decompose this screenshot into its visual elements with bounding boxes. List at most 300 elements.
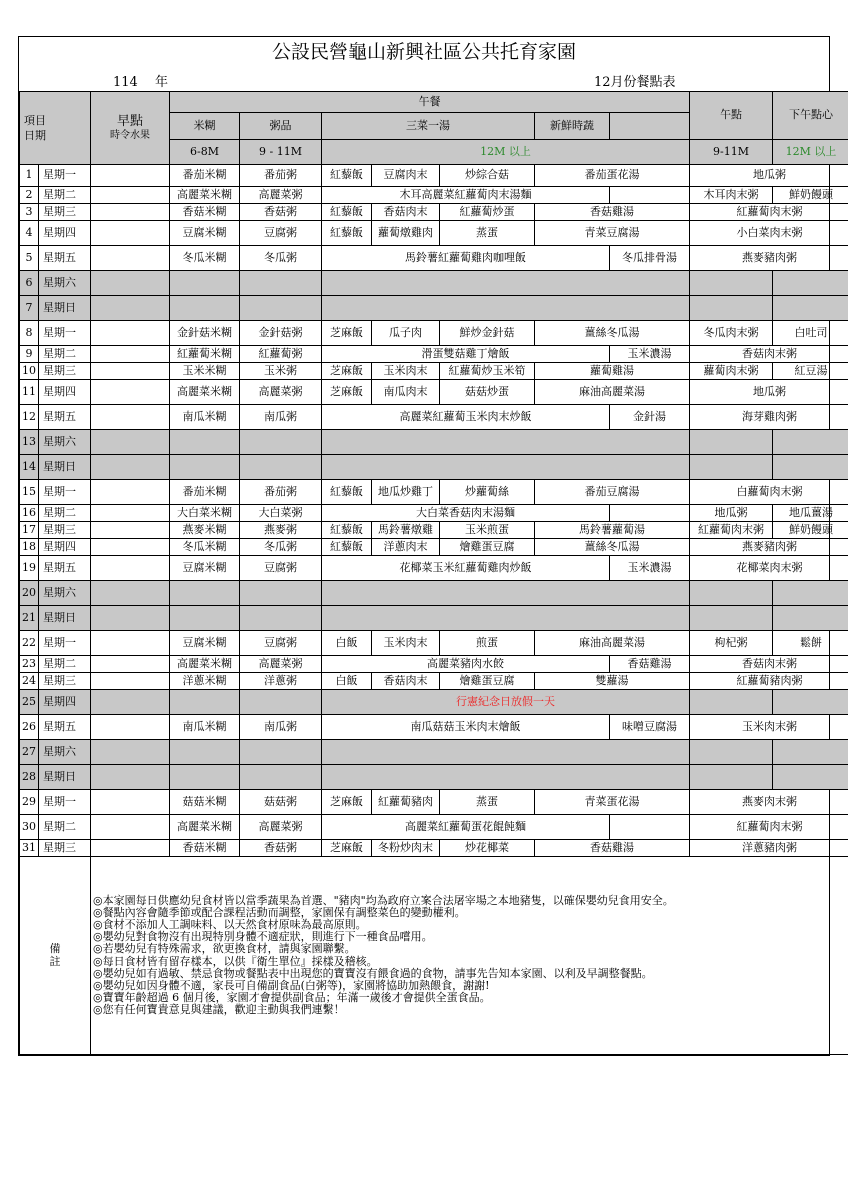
congee-cell: 番茄粥 xyxy=(240,480,322,505)
rice-paste-cell: 高麗菜米糊 xyxy=(170,380,240,405)
soup-cell: 香菇雞湯 xyxy=(535,840,690,857)
congee-cell: 南瓜粥 xyxy=(240,715,322,740)
afternoon-cell: 紅豆湯 xyxy=(773,363,848,380)
lunch-cell xyxy=(322,765,690,790)
note-item: ◎每日食材皆有留存樣本，以供『衛生單位』採樣及稽核。 xyxy=(93,954,378,968)
afternoon-cell xyxy=(773,296,848,321)
note-item: ◎本家園每日供應幼兒食材皆以當季蔬果為首選、"豬肉"均為政府立案合法屠宰場之本地豬隻，以確保嬰幼兒食用安全。 xyxy=(93,894,674,908)
page-title: 公設民營龜山新興社區公共托育家園 xyxy=(271,41,576,63)
snack-afternoon-cell: 燕麥肉末粥 xyxy=(690,790,848,815)
side-dish: 紅蘿蔔炒玉米筍 xyxy=(440,363,535,380)
afternoon-cell: 地瓜薑湯 xyxy=(773,505,848,522)
breakfast-cell xyxy=(91,631,170,656)
three-dish-header: 三菜一湯 xyxy=(322,113,535,140)
congee-cell: 冬瓜粥 xyxy=(240,246,322,271)
weekday: 星期三 xyxy=(39,363,91,380)
snack-cell xyxy=(690,690,773,715)
day-row xyxy=(20,815,848,840)
lunch-cell xyxy=(322,606,690,631)
fresh-veg-header: 新鮮時蔬 xyxy=(535,113,610,140)
main-rice: 紅藜飯 xyxy=(322,165,372,187)
day-number: 30 xyxy=(20,815,39,840)
main-dish: 冬粉炒肉末 xyxy=(372,840,440,857)
day-number: 22 xyxy=(20,631,39,656)
day-number: 19 xyxy=(20,556,39,581)
soup-cell: 麻油高麗菜湯 xyxy=(535,380,690,405)
main-rice: 芝麻飯 xyxy=(322,380,372,405)
menu-table xyxy=(19,91,848,1055)
day-row xyxy=(20,321,848,346)
side-dish: 煎蛋 xyxy=(440,631,535,656)
side-dish: 燴雞蛋豆腐 xyxy=(440,539,535,556)
soup-cell xyxy=(610,815,690,840)
year-label: 114 年 xyxy=(113,75,168,90)
day-number: 27 xyxy=(20,740,39,765)
breakfast-cell xyxy=(91,690,170,715)
rice-paste-cell: 南瓜米糊 xyxy=(170,715,240,740)
weekday: 星期日 xyxy=(39,455,91,480)
weekday: 星期一 xyxy=(39,321,91,346)
congee-cell xyxy=(240,740,322,765)
snack-cell xyxy=(690,296,773,321)
day-row xyxy=(20,656,848,673)
soup-cell: 蘿蔔雞湯 xyxy=(535,363,690,380)
lunch-cell xyxy=(322,740,690,765)
afternoon-cell xyxy=(773,455,848,480)
day-row xyxy=(20,522,848,539)
snack-afternoon-cell: 地瓜粥 xyxy=(690,165,848,187)
day-row xyxy=(20,690,848,715)
holiday-note: 行憲紀念日放假一天 xyxy=(322,690,690,715)
rice-paste-cell: 番茄米糊 xyxy=(170,480,240,505)
lunch-combined: 高麗菜豬肉水餃 xyxy=(322,656,610,673)
day-number: 1 xyxy=(20,165,39,187)
day-row xyxy=(20,765,848,790)
day-row xyxy=(20,296,848,321)
weekday: 星期日 xyxy=(39,606,91,631)
day-row xyxy=(20,165,848,187)
day-row xyxy=(20,221,848,246)
main-dish: 香菇肉末 xyxy=(372,204,440,221)
main-dish: 馬鈴薯燉雞 xyxy=(372,522,440,539)
congee-cell: 大白菜粥 xyxy=(240,505,322,522)
rice-paste-cell xyxy=(170,455,240,480)
congee-cell: 洋蔥粥 xyxy=(240,673,322,690)
side-dish: 炒花椰菜 xyxy=(440,840,535,857)
breakfast-cell xyxy=(91,673,170,690)
weekday: 星期六 xyxy=(39,740,91,765)
snack-afternoon-cell: 香菇肉末粥 xyxy=(690,656,848,673)
snack-afternoon-cell: 小白菜肉末粥 xyxy=(690,221,848,246)
note-item: ◎若嬰幼兒有特殊需求，欲更換食材，請與家園聯繫。 xyxy=(93,942,356,956)
soup-cell xyxy=(610,187,690,204)
rice-paste-cell: 高麗菜米糊 xyxy=(170,187,240,204)
day-number: 23 xyxy=(20,656,39,673)
rice-paste-cell: 豆腐米糊 xyxy=(170,631,240,656)
lunch-combined: 南瓜菇菇玉米肉末燴飯 xyxy=(322,715,610,740)
lunch-combined: 高麗菜紅蘿蔔蛋花餛飩麵 xyxy=(322,815,610,840)
soup-cell: 香菇雞湯 xyxy=(535,204,690,221)
day-number: 15 xyxy=(20,480,39,505)
afternoon-cell: 鮮奶饅頭 xyxy=(773,522,848,539)
main-dish: 豆腐肉末 xyxy=(372,165,440,187)
snack-afternoon-cell: 香菇肉末粥 xyxy=(690,346,848,363)
breakfast-cell xyxy=(91,204,170,221)
empty-header xyxy=(610,113,690,140)
item-date-header: 項目 日期 xyxy=(20,92,91,165)
notes-body xyxy=(91,857,848,1055)
main-dish: 瓜子肉 xyxy=(372,321,440,346)
main-rice: 白飯 xyxy=(322,631,372,656)
main-dish: 南瓜肉末 xyxy=(372,380,440,405)
snack-cell xyxy=(690,581,773,606)
afternoon-cell: 鬆餅 xyxy=(773,631,848,656)
congee-cell xyxy=(240,296,322,321)
main-rice: 紅藜飯 xyxy=(322,539,372,556)
breakfast-cell xyxy=(91,380,170,405)
main-rice: 紅藜飯 xyxy=(322,480,372,505)
weekday: 星期六 xyxy=(39,271,91,296)
weekday: 星期五 xyxy=(39,715,91,740)
day-row xyxy=(20,673,848,690)
congee-cell: 豆腐粥 xyxy=(240,631,322,656)
afternoon-cell xyxy=(773,581,848,606)
breakfast-cell xyxy=(91,840,170,857)
weekday: 星期四 xyxy=(39,690,91,715)
main-rice: 芝麻飯 xyxy=(322,363,372,380)
lunch-combined: 花椰菜玉米紅蘿蔔雞肉炒飯 xyxy=(322,556,610,581)
side-dish: 玉米煎蛋 xyxy=(440,522,535,539)
breakfast-cell xyxy=(91,221,170,246)
breakfast-cell xyxy=(91,522,170,539)
main-dish: 地瓜炒雞丁 xyxy=(372,480,440,505)
rice-paste-cell: 紅蘿蔔米糊 xyxy=(170,346,240,363)
breakfast-cell xyxy=(91,480,170,505)
weekday: 星期二 xyxy=(39,656,91,673)
menu-sheet xyxy=(18,36,837,1056)
rice-paste-cell: 冬瓜米糊 xyxy=(170,246,240,271)
snack-afternoon-cell: 白蘿蔔肉末粥 xyxy=(690,480,848,505)
day-number: 5 xyxy=(20,246,39,271)
congee-cell xyxy=(240,455,322,480)
lunch-combined: 木耳高麗菜紅蘿蔔肉末湯麵 xyxy=(322,187,610,204)
breakfast-cell xyxy=(91,656,170,673)
soup-cell xyxy=(610,505,690,522)
rice-paste-cell xyxy=(170,296,240,321)
snack-cell xyxy=(690,765,773,790)
rice-paste-cell xyxy=(170,271,240,296)
afternoon-cell xyxy=(773,740,848,765)
rice-paste-cell: 香菇米糊 xyxy=(170,204,240,221)
notes-label: 備 註 xyxy=(20,857,91,1055)
main-rice: 紅藜飯 xyxy=(322,221,372,246)
note-item: ◎餐點內容會隨季節或配合課程活動而調整，家園保有調整菜色的變動權利。 xyxy=(93,906,466,920)
breakfast-cell xyxy=(91,740,170,765)
snack-cell: 冬瓜肉末粥 xyxy=(690,321,773,346)
main-dish: 香菇肉末 xyxy=(372,673,440,690)
weekday: 星期四 xyxy=(39,380,91,405)
note-item: ◎您有任何寶貴意見與建議，歡迎主動與我們連繫！ xyxy=(93,1002,345,1016)
lunch-cell xyxy=(322,430,690,455)
afternoon-cell xyxy=(773,271,848,296)
weekday: 星期三 xyxy=(39,204,91,221)
soup-cell: 玉米濃湯 xyxy=(610,346,690,363)
weekday: 星期一 xyxy=(39,480,91,505)
congee-cell xyxy=(240,271,322,296)
congee-header: 粥品 xyxy=(240,113,322,140)
congee-cell: 番茄粥 xyxy=(240,165,322,187)
snack-afternoon-cell: 海芽雞肉粥 xyxy=(690,405,848,430)
main-dish: 洋蔥肉末 xyxy=(372,539,440,556)
weekday: 星期六 xyxy=(39,581,91,606)
main-rice: 芝麻飯 xyxy=(322,790,372,815)
congee-cell: 豆腐粥 xyxy=(240,556,322,581)
rice-paste-cell xyxy=(170,606,240,631)
day-row xyxy=(20,204,848,221)
rice-paste-cell: 豆腐米糊 xyxy=(170,556,240,581)
soup-cell: 玉米濃湯 xyxy=(610,556,690,581)
day-number: 9 xyxy=(20,346,39,363)
rice-paste-cell: 金針菇米糊 xyxy=(170,321,240,346)
afternoon-cell xyxy=(773,765,848,790)
snack-cell: 木耳肉末粥 xyxy=(690,187,773,204)
day-number: 14 xyxy=(20,455,39,480)
congee-cell xyxy=(240,690,322,715)
day-row xyxy=(20,363,848,380)
day-number: 31 xyxy=(20,840,39,857)
day-row xyxy=(20,380,848,405)
congee-cell: 南瓜粥 xyxy=(240,405,322,430)
note-item: ◎嬰幼兒如因身體不適，家長可自備副食品(白粥等)，家園將協助加熱餵食，謝謝! xyxy=(93,978,490,992)
congee-cell: 金針菇粥 xyxy=(240,321,322,346)
soup-cell: 麻油高麗菜湯 xyxy=(535,631,690,656)
soup-cell: 青菜蛋花湯 xyxy=(535,790,690,815)
rice-paste-cell: 玉米米糊 xyxy=(170,363,240,380)
main-rice: 紅藜飯 xyxy=(322,522,372,539)
rice-paste-cell xyxy=(170,430,240,455)
age-6-8-header: 6-8M xyxy=(170,140,240,165)
day-number: 18 xyxy=(20,539,39,556)
day-row xyxy=(20,539,848,556)
day-number: 17 xyxy=(20,522,39,539)
day-number: 29 xyxy=(20,790,39,815)
day-number: 12 xyxy=(20,405,39,430)
snack-cell xyxy=(690,430,773,455)
day-row xyxy=(20,480,848,505)
day-number: 10 xyxy=(20,363,39,380)
lunch-cell xyxy=(322,455,690,480)
side-dish: 鮮炒金針菇 xyxy=(440,321,535,346)
lunch-header: 午餐 xyxy=(170,92,690,113)
snack-cell xyxy=(690,606,773,631)
snack-afternoon-cell: 洋蔥豬肉粥 xyxy=(690,840,848,857)
soup-cell: 番茄蛋花湯 xyxy=(535,165,690,187)
day-row xyxy=(20,631,848,656)
breakfast-header: 早點 時令水果 xyxy=(91,92,170,165)
congee-cell xyxy=(240,581,322,606)
congee-cell: 高麗菜粥 xyxy=(240,815,322,840)
day-row xyxy=(20,187,848,204)
congee-cell: 高麗菜粥 xyxy=(240,380,322,405)
weekday: 星期三 xyxy=(39,673,91,690)
congee-cell: 紅蘿蔔粥 xyxy=(240,346,322,363)
lunch-cell xyxy=(322,581,690,606)
breakfast-cell xyxy=(91,715,170,740)
breakfast-cell xyxy=(91,430,170,455)
soup-cell: 冬瓜排骨湯 xyxy=(610,246,690,271)
weekday: 星期六 xyxy=(39,430,91,455)
day-row xyxy=(20,556,848,581)
day-row xyxy=(20,715,848,740)
breakfast-cell xyxy=(91,790,170,815)
snack-afternoon-cell: 紅蘿蔔肉末粥 xyxy=(690,815,848,840)
rice-paste-cell: 冬瓜米糊 xyxy=(170,539,240,556)
rice-paste-cell xyxy=(170,581,240,606)
snack-cell xyxy=(690,271,773,296)
day-row xyxy=(20,581,848,606)
afternoon-cell xyxy=(773,690,848,715)
afternoon-cell xyxy=(773,606,848,631)
day-number: 24 xyxy=(20,673,39,690)
rice-paste-header: 米糊 xyxy=(170,113,240,140)
day-number: 4 xyxy=(20,221,39,246)
lunch-combined: 大白菜香菇肉末湯麵 xyxy=(322,505,610,522)
breakfast-cell xyxy=(91,321,170,346)
breakfast-cell xyxy=(91,165,170,187)
weekday: 星期四 xyxy=(39,539,91,556)
soup-cell: 香菇雞湯 xyxy=(610,656,690,673)
weekday: 星期一 xyxy=(39,790,91,815)
main-rice: 芝麻飯 xyxy=(322,840,372,857)
day-row xyxy=(20,840,848,857)
lunch-combined: 滑蛋雙菇雞丁燴飯 xyxy=(322,346,610,363)
afternoon-cell xyxy=(773,430,848,455)
soup-cell: 薑絲冬瓜湯 xyxy=(535,321,690,346)
breakfast-cell xyxy=(91,815,170,840)
weekday: 星期五 xyxy=(39,246,91,271)
rice-paste-cell: 香菇米糊 xyxy=(170,840,240,857)
snack-cell: 蘿蔔肉末粥 xyxy=(690,363,773,380)
day-number: 6 xyxy=(20,271,39,296)
main-rice: 芝麻飯 xyxy=(322,321,372,346)
breakfast-cell xyxy=(91,539,170,556)
afternoon-cell: 白吐司 xyxy=(773,321,848,346)
day-number: 20 xyxy=(20,581,39,606)
day-number: 26 xyxy=(20,715,39,740)
snack-afternoon-cell: 燕麥豬肉粥 xyxy=(690,539,848,556)
rice-paste-cell xyxy=(170,765,240,790)
lunch-combined: 馬鈴薯紅蘿蔔雞肉咖哩飯 xyxy=(322,246,610,271)
weekday: 星期三 xyxy=(39,522,91,539)
snack-afternoon-cell: 地瓜粥 xyxy=(690,380,848,405)
congee-cell: 高麗菜粥 xyxy=(240,656,322,673)
soup-cell: 番茄豆腐湯 xyxy=(535,480,690,505)
rice-paste-cell: 高麗菜米糊 xyxy=(170,656,240,673)
breakfast-cell xyxy=(91,187,170,204)
rice-paste-cell: 南瓜米糊 xyxy=(170,405,240,430)
side-dish: 炒綜合菇 xyxy=(440,165,535,187)
snack-cell: 地瓜粥 xyxy=(690,505,773,522)
side-dish: 蒸蛋 xyxy=(440,221,535,246)
congee-cell xyxy=(240,430,322,455)
soup-cell: 薑絲冬瓜湯 xyxy=(535,539,690,556)
side-dish: 菇菇炒蛋 xyxy=(440,380,535,405)
rice-paste-cell xyxy=(170,740,240,765)
month-label: 12月份餐點表 xyxy=(594,75,676,90)
soup-cell: 味噌豆腐湯 xyxy=(610,715,690,740)
rice-paste-cell: 洋蔥米糊 xyxy=(170,673,240,690)
snack-cell: 枸杞粥 xyxy=(690,631,773,656)
congee-cell: 冬瓜粥 xyxy=(240,539,322,556)
day-row xyxy=(20,405,848,430)
day-number: 13 xyxy=(20,430,39,455)
age-snack-header: 9-11M xyxy=(690,140,773,165)
breakfast-cell xyxy=(91,246,170,271)
weekday: 星期二 xyxy=(39,346,91,363)
weekday: 星期二 xyxy=(39,187,91,204)
lunch-combined: 高麗菜紅蘿蔔玉米肉末炒飯 xyxy=(322,405,610,430)
weekday: 星期日 xyxy=(39,296,91,321)
note-item: ◎食材不添加人工調味料、以天然食材原味為最高原則。 xyxy=(93,918,367,932)
day-number: 8 xyxy=(20,321,39,346)
snack-cell: 紅蘿蔔肉末粥 xyxy=(690,522,773,539)
breakfast-cell xyxy=(91,405,170,430)
soup-cell: 雙蘿湯 xyxy=(535,673,690,690)
breakfast-cell xyxy=(91,296,170,321)
main-dish: 蘿蔔燉雞肉 xyxy=(372,221,440,246)
snack-afternoon-cell: 花椰菜肉末粥 xyxy=(690,556,848,581)
subtitle-row xyxy=(19,67,829,91)
soup-cell: 青菜豆腐湯 xyxy=(535,221,690,246)
age-9-11-header: 9 - 11M xyxy=(240,140,322,165)
snack-header: 午點 xyxy=(690,92,773,140)
day-row xyxy=(20,455,848,480)
rice-paste-cell: 豆腐米糊 xyxy=(170,221,240,246)
side-dish: 紅蘿蔔炒蛋 xyxy=(440,204,535,221)
day-number: 28 xyxy=(20,765,39,790)
rice-paste-cell: 菇菇米糊 xyxy=(170,790,240,815)
snack-cell xyxy=(690,455,773,480)
main-rice: 白飯 xyxy=(322,673,372,690)
notes-row xyxy=(20,857,848,1055)
day-number: 25 xyxy=(20,690,39,715)
breakfast-cell xyxy=(91,556,170,581)
day-row xyxy=(20,740,848,765)
main-dish: 紅蘿蔔豬肉 xyxy=(372,790,440,815)
note-item: ◎嬰幼兒對食物沒有出現特別身體不適症狀，則進行下一種食品嚐用。 xyxy=(93,930,433,944)
day-number: 2 xyxy=(20,187,39,204)
rice-paste-cell xyxy=(170,690,240,715)
main-rice: 紅藜飯 xyxy=(322,204,372,221)
day-row xyxy=(20,790,848,815)
weekday: 星期三 xyxy=(39,840,91,857)
day-row xyxy=(20,346,848,363)
snack-afternoon-cell: 紅蘿蔔豬肉粥 xyxy=(690,673,848,690)
weekday: 星期二 xyxy=(39,505,91,522)
snack-afternoon-cell: 玉米肉末粥 xyxy=(690,715,848,740)
weekday: 星期五 xyxy=(39,405,91,430)
day-row xyxy=(20,606,848,631)
side-dish: 燴雞蛋豆腐 xyxy=(440,673,535,690)
main-dish: 玉米肉末 xyxy=(372,363,440,380)
congee-cell: 菇菇粥 xyxy=(240,790,322,815)
snack-cell xyxy=(690,740,773,765)
day-number: 21 xyxy=(20,606,39,631)
weekday: 星期一 xyxy=(39,165,91,187)
congee-cell xyxy=(240,606,322,631)
congee-cell xyxy=(240,765,322,790)
soup-cell: 金針湯 xyxy=(610,405,690,430)
